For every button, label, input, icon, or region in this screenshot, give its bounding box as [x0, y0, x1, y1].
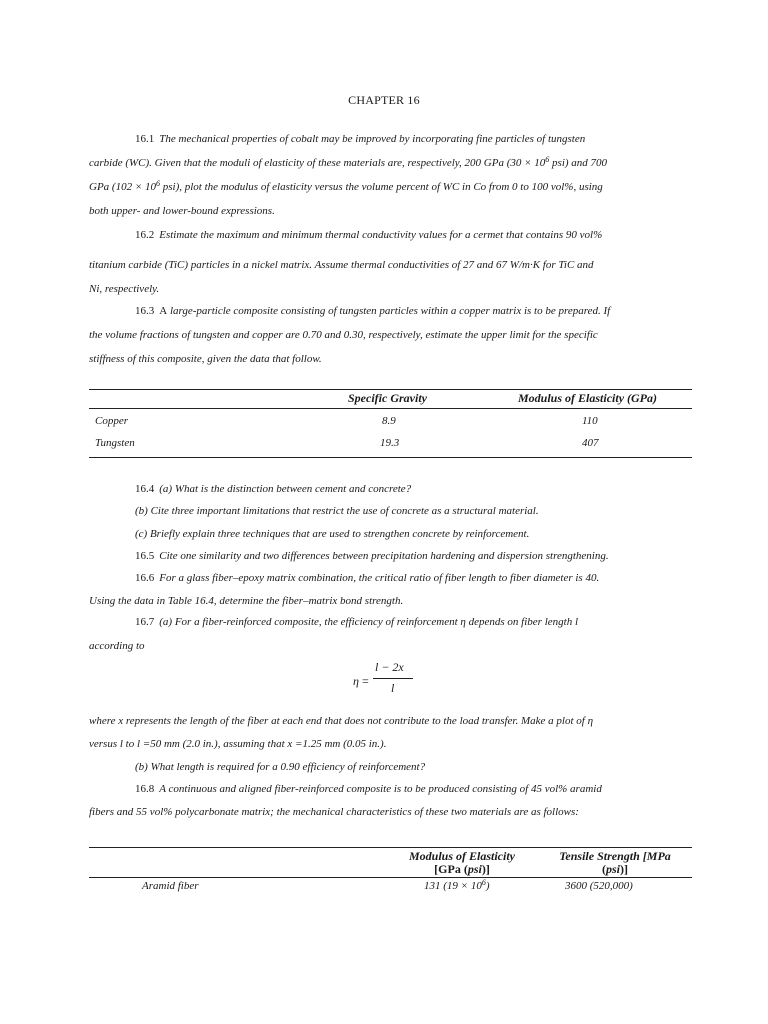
- cell-modulus: [424, 880, 490, 892]
- text: For a glass fiber–epoxy matrix combination, the critical ratio of fiber length to fiber diameter is 40.: [159, 572, 600, 584]
- text: Cite one similarity and two differences between precipitation hardening and dispersion strengthening.: [159, 550, 609, 562]
- text: (: [601, 862, 606, 876]
- p16-2-line3: Ni, respectively.: [89, 283, 160, 295]
- cell-material: Aramid fiber: [142, 880, 199, 892]
- column-header-tensile-strength: [545, 850, 685, 876]
- problem-number: 16.7: [135, 616, 155, 628]
- text: )]: [620, 862, 628, 876]
- p16-7-line1: [135, 616, 727, 628]
- fraction-bar: [373, 678, 413, 679]
- header-text: Tensile Strength [MPa: [559, 849, 671, 863]
- cell-modulus: 110: [582, 415, 598, 427]
- header-text: [392, 863, 532, 876]
- superscript: 6: [545, 155, 550, 164]
- text: [GPa (: [434, 862, 468, 876]
- table-bottom-rule: [89, 457, 692, 458]
- text: A: [159, 305, 168, 317]
- text: carbide (WC). Given that the moduli of elasticity of these materials are, respectively, 200 GPa (30 × 10: [89, 157, 546, 169]
- p16-7-b: (b) What length is required for a 0.90 efficiency of reinforcement?: [135, 761, 426, 773]
- text: (a) For a fiber-reinforced composite, the efficiency of reinforcement η depends on fiber length l: [159, 616, 578, 628]
- problem-number: 16.5: [135, 550, 155, 562]
- text: psi: [605, 862, 620, 876]
- text: Estimate the maximum and minimum thermal conductivity values for a cermet that contains 90 vol%: [159, 229, 603, 241]
- table-header-rule: [89, 408, 692, 409]
- column-header-specific-gravity: Specific Gravity: [348, 391, 427, 405]
- problem-number: 16.3: [135, 305, 155, 317]
- text: GPa (102 × 10: [89, 181, 156, 193]
- p16-2-line1: [135, 229, 727, 241]
- p16-6-line1: [135, 572, 727, 584]
- p16-8-line2: fibers and 55 vol% polycarbonate matrix; the mechanical characteristics of these two materials are as follows:: [89, 806, 579, 818]
- cell-tensile-strength: 3600 (520,000): [565, 880, 633, 892]
- p16-1-line4: both upper- and lower-bound expressions.: [89, 205, 275, 217]
- p16-3-line3: stiffness of this composite, given the data that follow.: [89, 353, 322, 365]
- p16-4-b: (b) Cite three important limitations that restrict the use of concrete as a structural material.: [135, 505, 539, 517]
- text: A continuous and aligned fiber-reinforced composite is to be produced consisting of 45 vol% aramid: [159, 783, 602, 795]
- p16-2-line2: titanium carbide (TiC) particles in a nickel matrix. Assume thermal conductivities of 27 and 67 W/m·K for TiC and: [89, 259, 594, 271]
- p16-3-line2: the volume fractions of tungsten and copper are 0.70 and 0.30, respectively, estimate the upper limit for the specific: [89, 329, 598, 341]
- text: The mechanical properties of cobalt may be improved by incorporating fine particles of tungsten: [159, 133, 586, 145]
- p16-7-line3: where x represents the length of the fiber at each end that does not contribute to the load transfer. Make a plot of η: [89, 715, 594, 727]
- superscript: 6: [481, 878, 486, 887]
- p16-1-line1: [135, 133, 680, 145]
- p16-8-line1: [135, 783, 727, 795]
- text: )]: [481, 862, 490, 876]
- text: (a) What is the distinction between cement and concrete?: [159, 483, 412, 495]
- header-text: [545, 863, 685, 876]
- text: 131 (19 × 10: [424, 880, 482, 892]
- problem-number: 16.1: [135, 133, 155, 145]
- p16-1-line3: [89, 181, 681, 193]
- problem-number: 16.4: [135, 483, 155, 495]
- text: psi), plot the modulus of elasticity versus the volume percent of WC in Co from 0 to 100 vol%, using: [160, 181, 603, 193]
- problem-16-5: [135, 550, 727, 562]
- p16-1-line2: [89, 157, 681, 169]
- cell-specific-gravity: 8.9: [382, 415, 396, 427]
- p16-6-line2: Using the data in Table 16.4, determine the fiber–matrix bond strength.: [89, 595, 404, 607]
- cell-material: Tungsten: [95, 437, 135, 449]
- table-top-rule: [89, 847, 692, 848]
- text: psi) and 700: [549, 157, 608, 169]
- text: ): [485, 880, 490, 892]
- text: large-particle composite consisting of tungsten particles within a copper matrix is to be prepared. If: [167, 305, 611, 317]
- eq-equals: =: [362, 674, 369, 688]
- p16-4-c: (c) Briefly explain three techniques that are used to strengthen concrete by reinforcement.: [135, 528, 530, 540]
- header-text: Modulus of Elasticity: [408, 849, 515, 863]
- column-header-modulus: [392, 850, 532, 876]
- table-header-rule: [89, 877, 692, 878]
- eq-lhs: η: [353, 674, 359, 688]
- cell-modulus: 407: [582, 437, 599, 449]
- p16-4-a: [135, 483, 727, 495]
- text: psi: [467, 862, 482, 876]
- p16-7-line2: according to: [89, 640, 145, 652]
- superscript: 6: [156, 179, 160, 188]
- cell-specific-gravity: 19.3: [380, 437, 400, 449]
- problem-number: 16.8: [135, 783, 155, 795]
- problem-number: 16.2: [135, 229, 155, 241]
- eq-numerator: l − 2x: [375, 660, 404, 674]
- efficiency-equation: [353, 660, 433, 696]
- cell-material: Copper: [95, 415, 128, 427]
- chapter-title: CHAPTER 16: [348, 93, 420, 107]
- problem-number: 16.6: [135, 572, 155, 584]
- column-header-modulus: Modulus of Elasticity (GPa): [518, 391, 658, 405]
- p16-3-line1: [135, 305, 727, 317]
- eq-denominator: l: [391, 681, 395, 695]
- table-top-rule: [89, 389, 692, 390]
- p16-7-line4: versus l to l =50 mm (2.0 in.), assuming that x =1.25 mm (0.05 in.).: [89, 738, 387, 750]
